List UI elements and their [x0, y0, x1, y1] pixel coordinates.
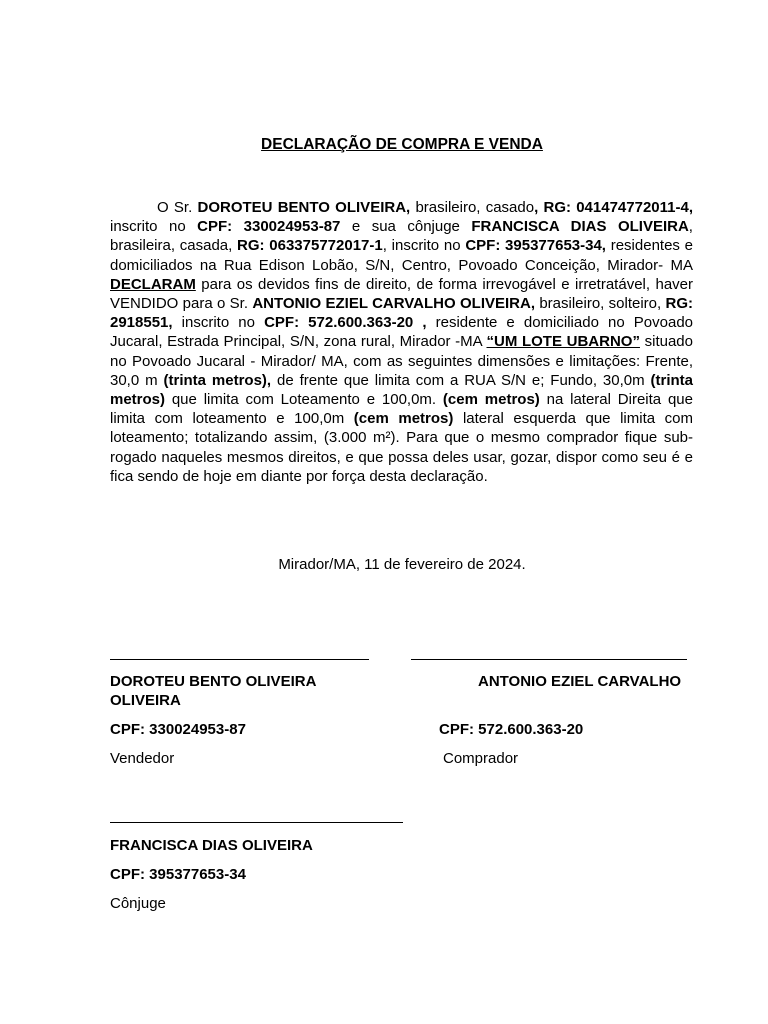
buyer-signature-line [411, 659, 687, 660]
buyer-cpf: CPF: 572.600.363-20 , [264, 314, 427, 332]
spouse-rg: RG: 063375772017-1 [237, 237, 383, 255]
document-title: DECLARAÇÃO DE COMPRA E VENDA [261, 136, 543, 153]
body-text-segment: , brasileira, casada, [110, 218, 693, 255]
body-text-segment: residente e domiciliado no Povoado Jucaral, Estrada Principal, S/N, zona rural, Mirador -MA [110, 314, 694, 351]
body-text-segment: inscrito no [172, 314, 265, 332]
body-text-segment: residentes e domiciliados na Rua Edison Lobão, S/N, Centro, Povoado Conceição, Mirador- MA [110, 237, 694, 274]
body-text-segment: lateral esquerda que limita com loteamento; totalizando assim, (3.000 m²). Para que o mesmo comprador fique sub-rogado naqueles mesmos direitos, e que possa deles usar, gozar, dispor como seu é e fica sendo de hoje em diante por força desta declaração. [110, 410, 694, 485]
property-description: “UM LOTE UBARNO” [486, 333, 640, 351]
body-text-segment: que limita com Loteamento e 100,0m. [165, 391, 443, 409]
seller-name: DOROTEU BENTO OLIVEIRA, [197, 199, 411, 216]
dimension-note: (cem metros) [353, 410, 454, 428]
seller-signature-role: Vendedor [110, 750, 175, 767]
spouse-name: FRANCISCA DIAS OLIVEIRA [471, 218, 689, 236]
seller-signature-name: DOROTEU BENTO OLIVEIRA [110, 673, 317, 690]
seller-signature-cpf: CPF: 330024953-87 [110, 721, 246, 738]
body-text-segment: brasileiro, casado [410, 199, 535, 216]
body-text-segment: , inscrito no [382, 237, 466, 255]
dimension-note: (cem metros) [442, 391, 540, 409]
body-text-segment: para os devidos fins de direito, de forma irrevogável e irretratável, haver VENDIDO para o Sr. [110, 275, 693, 313]
body-text-segment: brasileiro, solteiro, [535, 295, 666, 313]
buyer-signature-name: ANTONIO EZIEL CARVALHO [478, 673, 682, 690]
buyer-signature-cpf: CPF: 572.600.363-20 [439, 721, 584, 738]
seller-cpf: CPF: 330024953-87 [197, 218, 341, 236]
body-text-segment: na lateral Direita que limita com loteamento e 100,0m [110, 391, 693, 428]
declaram-keyword: DECLARAM [110, 275, 196, 293]
seller-signature-line [110, 659, 369, 660]
spouse-signature-cpf: CPF: 395377653-34 [110, 866, 246, 883]
dimension-note: (trinta metros), [163, 371, 272, 389]
seller-signature-name-line2: OLIVEIRA [110, 692, 181, 709]
body-text-segment: situado no Povoado Jucaral - Mirador/ MA, com as seguintes dimensões e limitações: Frente, 30,0 m [110, 333, 693, 389]
body-text-segment: e sua cônjuge [340, 218, 472, 236]
spouse-cpf: CPF: 395377653-34, [465, 237, 606, 255]
seller-rg: , RG: 041474772011-4, [534, 199, 693, 216]
body-text-segment: inscrito no [110, 218, 198, 236]
dimension-note: (trinta metros) [110, 371, 694, 409]
spouse-signature-name: FRANCISCA DIAS OLIVEIRA [110, 837, 313, 854]
spouse-signature-role: Cônjuge [110, 895, 166, 912]
declaration-body [110, 198, 693, 486]
buyer-name: ANTONIO EZIEL CARVALHO OLIVEIRA, [252, 295, 535, 313]
place-date: Mirador/MA, 11 de fevereiro de 2024. [278, 556, 526, 573]
buyer-signature-role: Comprador [443, 750, 519, 767]
spouse-signature-line [110, 822, 403, 823]
body-text-segment: de frente que limita com a RUA S/N e; Fundo, 30,0m [271, 371, 651, 389]
body-text-segment: O Sr. [157, 199, 198, 216]
buyer-rg: RG: 2918551, [110, 295, 693, 332]
